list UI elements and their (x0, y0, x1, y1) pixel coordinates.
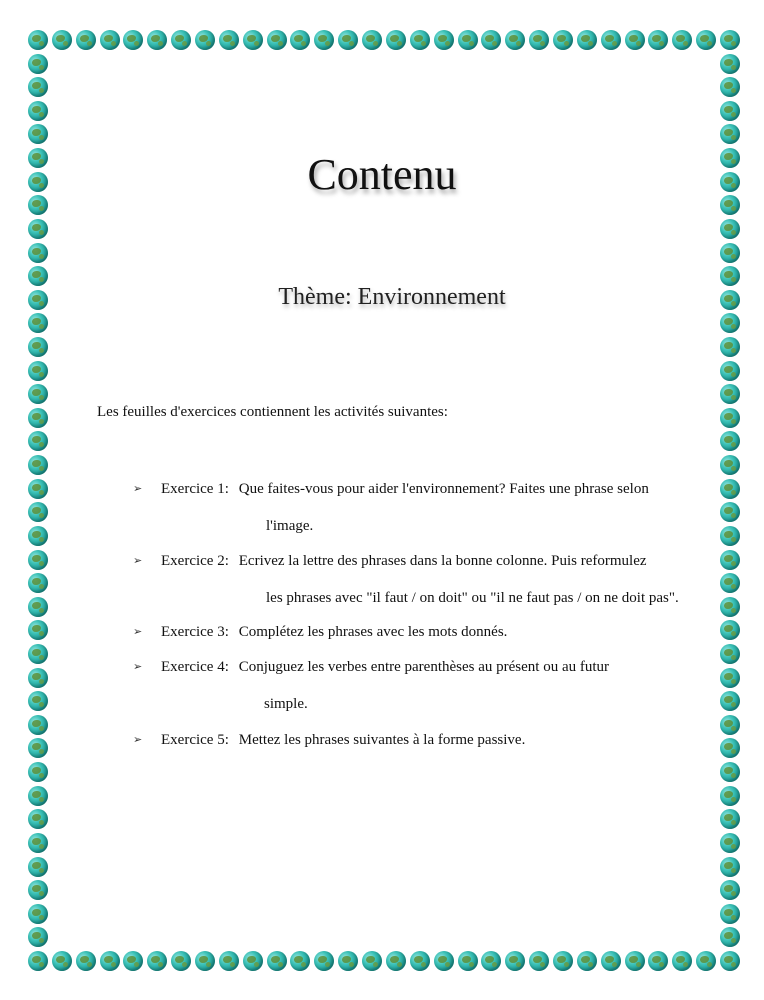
globe-icon (28, 384, 48, 404)
globe-icon (720, 455, 740, 475)
globe-icon (720, 431, 740, 451)
globe-icon (529, 951, 549, 971)
page-title: Contenu (307, 150, 457, 199)
globe-icon (696, 951, 716, 971)
globe-icon (720, 243, 740, 263)
exercise-line-1: Que faites-vous pour aider l'environnement? Faites une phrase selon (238, 481, 649, 497)
globe-icon (720, 644, 740, 664)
globe-icon (28, 337, 48, 357)
globe-icon (458, 30, 478, 50)
globe-icon (720, 573, 740, 593)
globe-icon (720, 124, 740, 144)
globe-icon (720, 101, 740, 121)
globe-icon (720, 597, 740, 617)
globe-icon (28, 479, 48, 499)
globe-icon (76, 30, 96, 50)
exercise-line-1: Mettez les phrases suivantes à la forme passive. (238, 732, 526, 748)
globe-icon (505, 951, 525, 971)
globe-icon (648, 30, 668, 50)
globe-icon (28, 809, 48, 829)
globe-icon (28, 243, 48, 263)
globe-icon (481, 951, 501, 971)
exercise-line-2: simple. (264, 696, 308, 712)
globe-icon (243, 951, 263, 971)
globe-icon (720, 219, 740, 239)
globe-icon (386, 951, 406, 971)
globe-icon (219, 951, 239, 971)
globe-icon (28, 30, 48, 50)
globe-icon (28, 738, 48, 758)
globe-icon (362, 951, 382, 971)
globe-icon (458, 951, 478, 971)
globe-icon (28, 361, 48, 381)
globe-icon (243, 30, 263, 50)
globe-icon (28, 455, 48, 475)
globe-icon (28, 219, 48, 239)
globe-icon (219, 30, 239, 50)
arrow-bullet-icon: ➢ (133, 734, 143, 746)
globe-icon (720, 77, 740, 97)
globe-icon (28, 904, 48, 924)
globe-icon (100, 951, 120, 971)
arrow-bullet-icon: ➢ (133, 626, 143, 638)
globe-icon (529, 30, 549, 50)
arrow-bullet-icon: ➢ (133, 483, 143, 495)
exercise-label: Exercice 5: (161, 732, 229, 748)
globe-icon (672, 951, 692, 971)
globe-icon (410, 951, 430, 971)
globe-icon (28, 573, 48, 593)
globe-icon (28, 833, 48, 853)
exercise-label: Exercice 3: (161, 624, 229, 640)
globe-icon (28, 54, 48, 74)
exercise-line-2: l'image. (266, 518, 314, 534)
globe-icon (28, 927, 48, 947)
globe-icon (720, 951, 740, 971)
globe-icon (28, 762, 48, 782)
globe-icon (338, 951, 358, 971)
globe-icon (720, 857, 740, 877)
globe-icon (28, 857, 48, 877)
globe-icon (267, 30, 287, 50)
exercise-label: Exercice 2: (161, 553, 229, 569)
globe-icon (720, 361, 740, 381)
globe-icon (672, 30, 692, 50)
globe-icon (28, 502, 48, 522)
globe-icon (195, 951, 215, 971)
globe-icon (28, 644, 48, 664)
globe-icon (720, 54, 740, 74)
globe-icon (28, 691, 48, 711)
globe-icon (28, 668, 48, 688)
globe-icon (290, 30, 310, 50)
globe-icon (720, 502, 740, 522)
globe-icon (720, 668, 740, 688)
globe-icon (720, 809, 740, 829)
globe-icon (123, 30, 143, 50)
globe-icon (720, 738, 740, 758)
exercise-text (161, 722, 695, 759)
globe-icon (696, 30, 716, 50)
exercise-line-1: Complétez les phrases avec les mots donnés. (238, 624, 508, 640)
exercise-text (161, 471, 695, 534)
globe-icon (720, 691, 740, 711)
globe-icon (720, 833, 740, 853)
globe-icon (28, 77, 48, 97)
globe-icon (52, 951, 72, 971)
globe-icon (28, 101, 48, 121)
globe-icon (720, 786, 740, 806)
globe-icon (28, 313, 48, 333)
globe-icon (28, 408, 48, 428)
arrow-bullet-icon: ➢ (133, 555, 143, 567)
globe-icon (434, 30, 454, 50)
globe-icon (147, 951, 167, 971)
exercise-text (161, 649, 695, 712)
exercise-text (161, 543, 695, 606)
globe-icon (648, 951, 668, 971)
globe-icon (28, 526, 48, 546)
globe-icon (28, 431, 48, 451)
globe-icon (720, 30, 740, 50)
globe-icon (290, 951, 310, 971)
globe-icon (720, 408, 740, 428)
globe-icon (720, 337, 740, 357)
globe-icon (147, 30, 167, 50)
exercise-text (161, 614, 695, 651)
globe-icon (410, 30, 430, 50)
globe-icon (720, 313, 740, 333)
globe-icon (720, 550, 740, 570)
globe-icon (100, 30, 120, 50)
globe-icon (76, 951, 96, 971)
globe-icon (720, 620, 740, 640)
globe-icon (386, 30, 406, 50)
globe-icon (28, 124, 48, 144)
globe-icon (52, 30, 72, 50)
globe-icon (28, 786, 48, 806)
exercise-line-2: les phrases avec "il faut / on doit" ou "il ne faut pas / on ne doit pas". (266, 590, 679, 606)
arrow-bullet-icon: ➢ (133, 661, 143, 673)
globe-icon (720, 526, 740, 546)
globe-icon (601, 30, 621, 50)
globe-icon (195, 30, 215, 50)
intro-text: Les feuilles d'exercices contiennent les activités suivantes: (97, 404, 448, 420)
globe-icon (720, 384, 740, 404)
globe-icon (338, 30, 358, 50)
globe-icon (577, 951, 597, 971)
globe-icon (28, 880, 48, 900)
globe-icon (123, 951, 143, 971)
globe-icon (434, 951, 454, 971)
globe-icon (28, 550, 48, 570)
globe-icon (28, 951, 48, 971)
globe-icon (720, 927, 740, 947)
globe-icon (505, 30, 525, 50)
globe-icon (720, 880, 740, 900)
globe-icon (625, 30, 645, 50)
globe-icon (28, 620, 48, 640)
exercise-label: Exercice 4: (161, 659, 229, 675)
exercise-line-1: Ecrivez la lettre des phrases dans la bonne colonne. Puis reformulez (238, 553, 647, 569)
globe-icon (720, 904, 740, 924)
globe-icon (625, 951, 645, 971)
globe-icon (553, 30, 573, 50)
globe-icon (601, 951, 621, 971)
globe-icon (171, 951, 191, 971)
globe-icon (314, 951, 334, 971)
exercise-label: Exercice 1: (161, 481, 229, 497)
globe-icon (720, 715, 740, 735)
globe-icon (481, 30, 501, 50)
globe-icon (577, 30, 597, 50)
exercise-line-1: Conjuguez les verbes entre parenthèses au présent ou au futur (238, 659, 610, 675)
globe-icon (28, 597, 48, 617)
theme-subtitle: Thème: Environnement (278, 284, 506, 310)
globe-icon (720, 762, 740, 782)
globe-icon (171, 30, 191, 50)
globe-icon (720, 479, 740, 499)
globe-icon (362, 30, 382, 50)
globe-icon (553, 951, 573, 971)
globe-icon (314, 30, 334, 50)
globe-icon (267, 951, 287, 971)
globe-icon (28, 715, 48, 735)
